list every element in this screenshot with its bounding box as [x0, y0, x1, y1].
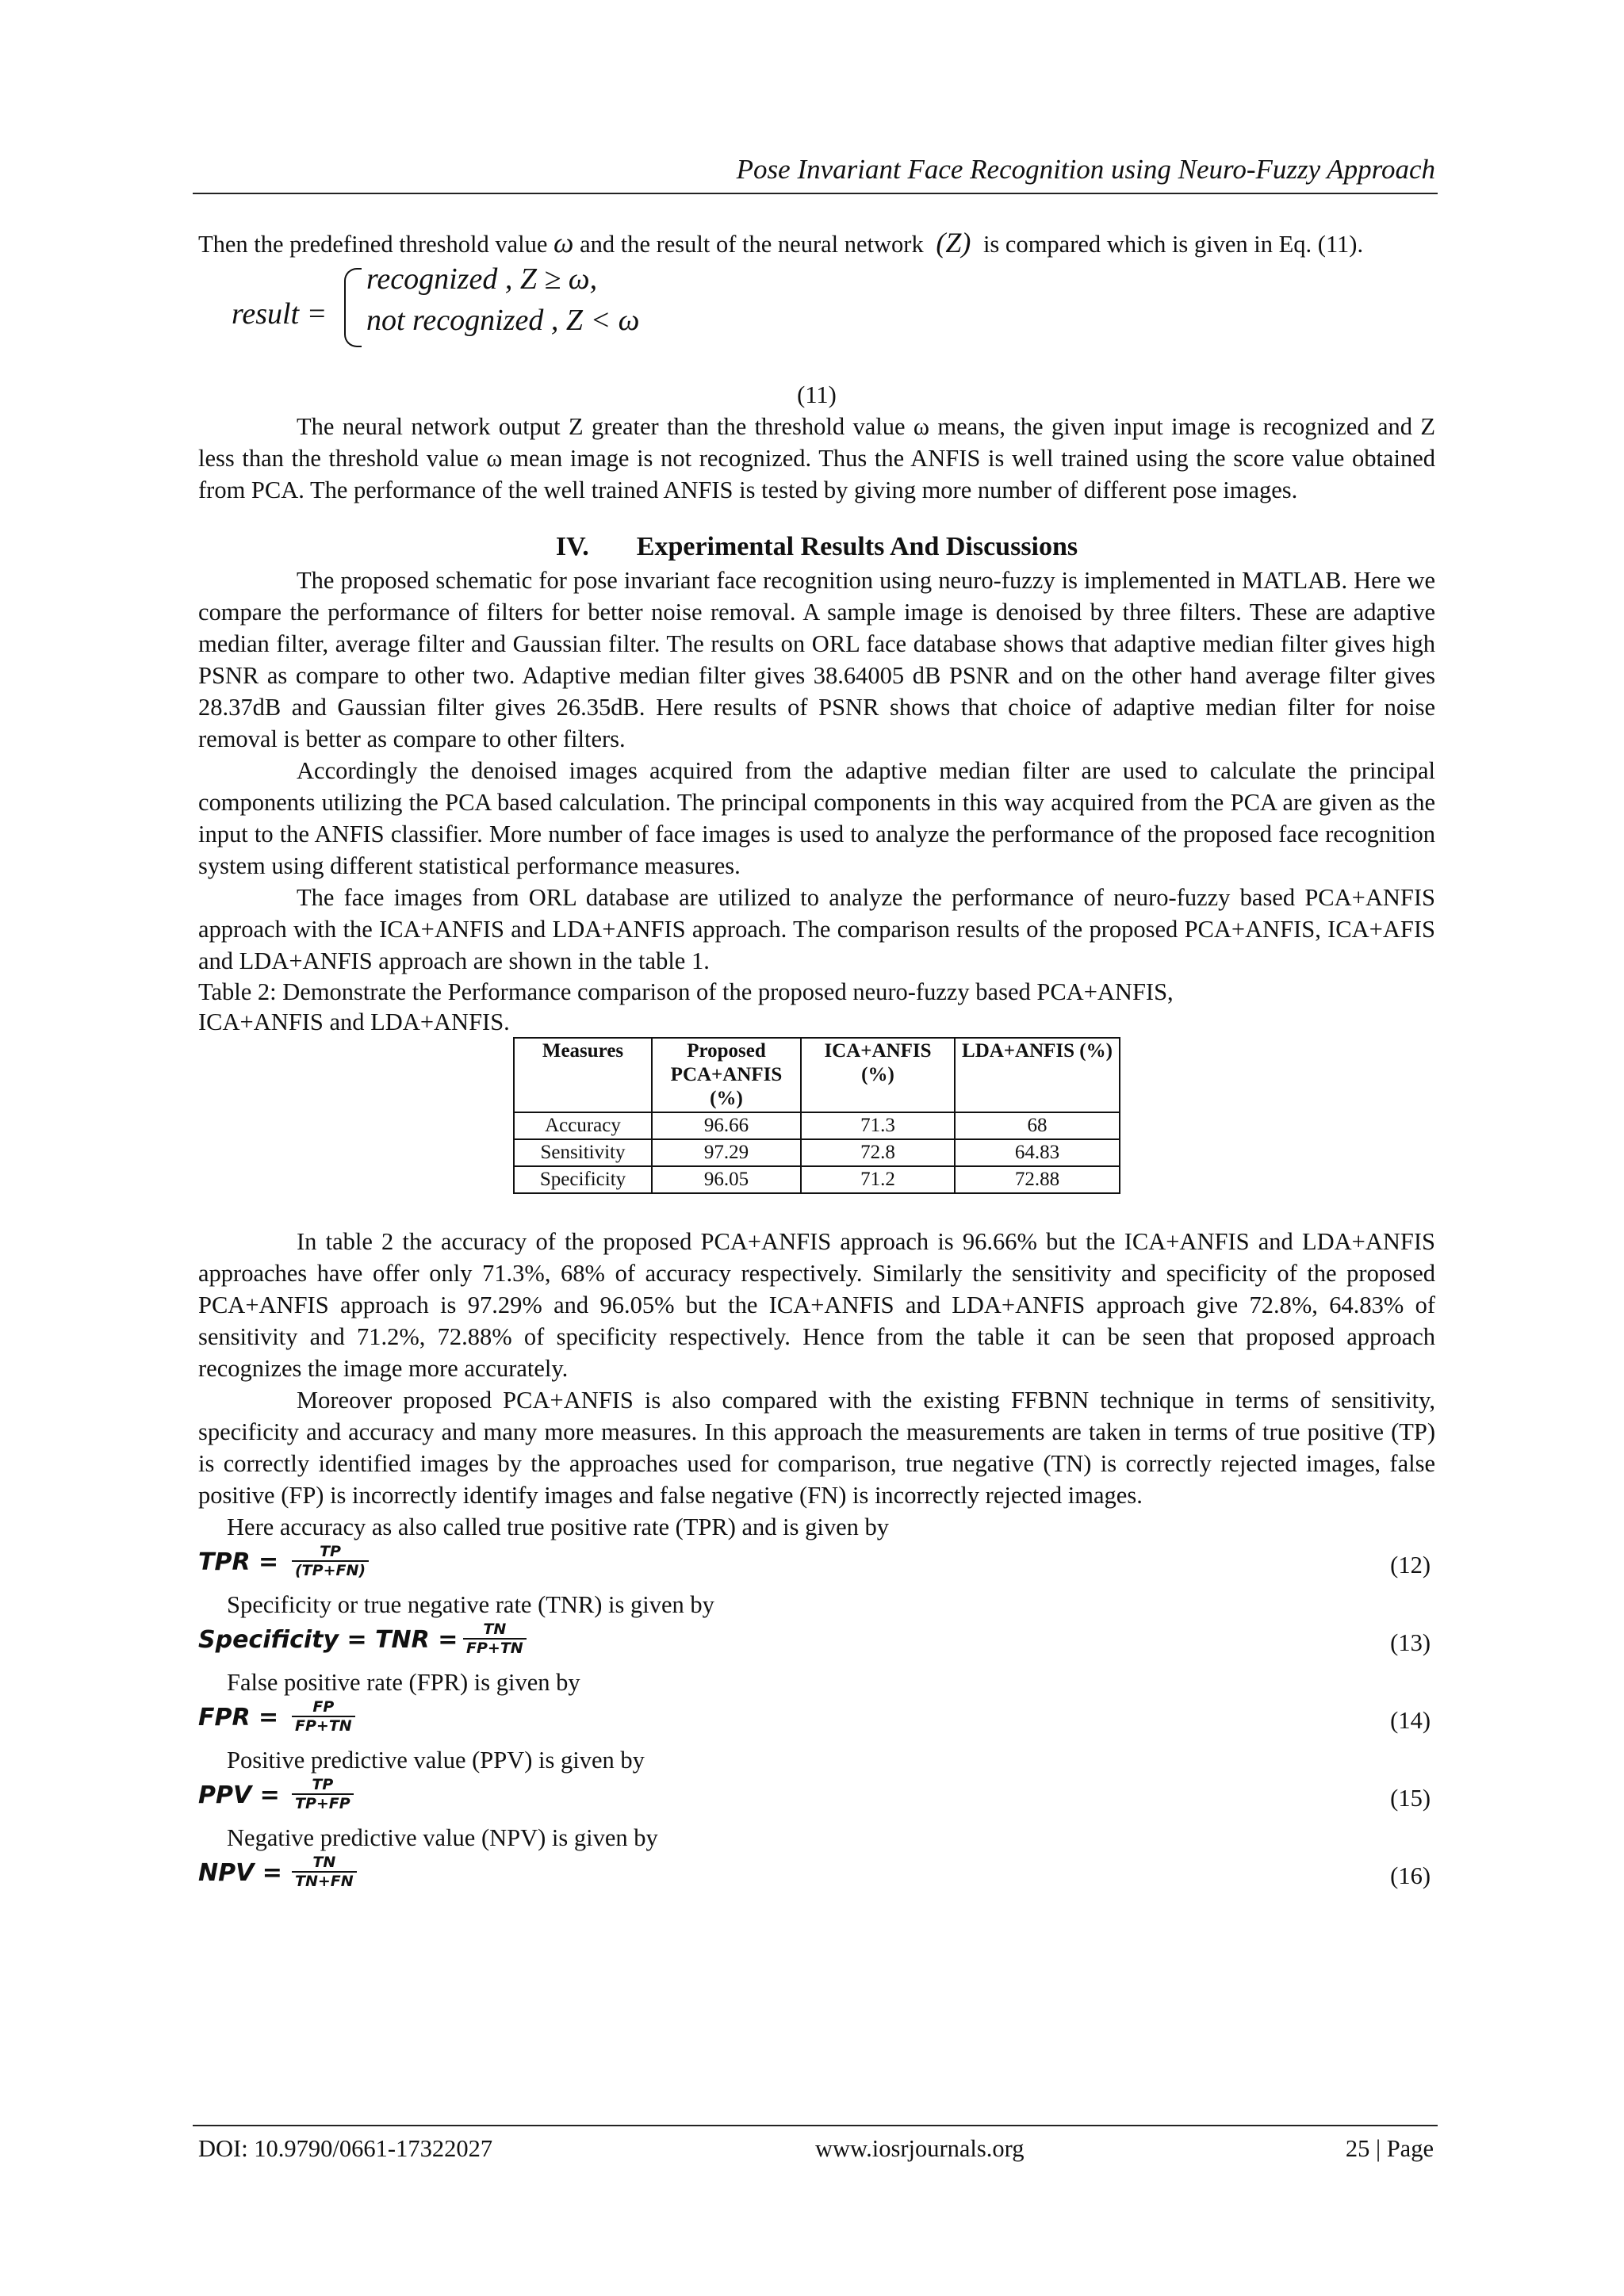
formula-numerator: TP [312, 1776, 334, 1793]
formula-intro: Negative predictive value (NPV) is given by [227, 1824, 658, 1851]
table-row [514, 1112, 1120, 1139]
formula-numerator: TN [483, 1621, 507, 1638]
table-caption-line2: ICA+ANFIS and LDA+ANFIS. [198, 1008, 510, 1035]
formula-tpr [198, 1543, 1435, 1589]
table-cell: 71.3 [801, 1112, 955, 1139]
formula-denominator: FP+TN [466, 1640, 523, 1657]
formula-lhs: Specificity = TNR = [198, 1626, 458, 1654]
table-cell: Specificity [514, 1166, 652, 1193]
formula-fraction [463, 1621, 527, 1657]
formula-lhs: NPV = [198, 1859, 282, 1887]
header-pca-anfis: Proposed PCA+ANFIS (%) [652, 1038, 801, 1112]
section-title: Experimental Results And Discussions [636, 532, 1078, 561]
omega-symbol: ω [553, 227, 574, 258]
intro-tail: is compared which is given in Eq. (11). [982, 231, 1364, 258]
formula-fraction [292, 1698, 355, 1735]
formula-ppv [198, 1776, 1435, 1822]
intro-mid: and the result of the neural network [580, 231, 924, 258]
formula-intro: Specificity or true negative rate (TNR) is given by [227, 1591, 714, 1618]
table-cell: Accuracy [514, 1112, 652, 1139]
table-cell: 72.8 [801, 1139, 955, 1166]
formula-denominator: FP+TN [295, 1717, 352, 1735]
equation-number: (16) [1390, 1862, 1431, 1889]
table-header-row [514, 1038, 1120, 1112]
paragraph-ffbnn: Moreover proposed PCA+ANFIS is also compared with the existing FFBNN technique in terms of sensitivity, specificity and accuracy and many more measures. In this approach the measurements are taken in terms of true positive (TP) is correctly identified images by the approaches used for comparison, true negative (TN) is correctly rejected images, false positive (FP) is incorrectly identify images and false negative (FN) is incorrectly rejected images. [198, 1387, 1435, 1509]
formula-denominator: TN+FN [295, 1873, 354, 1890]
equation-number: (14) [1390, 1707, 1431, 1734]
equation-lhs: result = [232, 297, 327, 331]
table-cell: 71.2 [801, 1166, 955, 1193]
running-header: Pose Invariant Face Recognition using Neuro-Fuzzy Approach [736, 154, 1435, 185]
table-caption [198, 977, 1435, 1037]
equation-11 [198, 260, 1435, 379]
equation-number: (13) [1390, 1629, 1431, 1656]
formula-fraction [292, 1543, 369, 1579]
header-ica-anfis: ICA+ANFIS (%) [801, 1038, 955, 1112]
formula-intro: Positive predictive value (PPV) is given by [227, 1747, 645, 1774]
table-cell: 64.83 [955, 1139, 1120, 1166]
paragraph-orl: The face images from ORL database are utilized to analyze the performance of neuro-fuzzy based PCA+ANFIS approach with the ICA+ANFIS and LDA+ANFIS approach. The comparison results of the proposed PCA+ANFIS, ICA+AFIS and LDA+ANFIS approach are shown in the table 1. [198, 884, 1435, 974]
header-rule [193, 193, 1438, 194]
table-cell: 72.88 [955, 1166, 1120, 1193]
formula-numerator: TN [312, 1854, 336, 1871]
table-cell: 97.29 [652, 1139, 801, 1166]
equation-number: (15) [1390, 1785, 1431, 1812]
paragraph-anfis: The neural network output Z greater than the threshold value ω means, the given input image is recognized and Z less than the threshold value ω mean image is not recognized. Thus the ANFIS is well trained using the score value obtained from PCA. The performance of the well trained ANFIS is tested by giving more number of different pose images. [198, 413, 1435, 503]
equation-case-not-recognized: not recognized , Z < ω [366, 304, 640, 337]
section-heading [198, 530, 1435, 564]
formula-intro: False positive rate (FPR) is given by [227, 1669, 580, 1696]
formula-intro: Here accuracy as also called true positive rate (TPR) and is given by [227, 1513, 890, 1540]
formula-lhs: FPR = [198, 1704, 279, 1732]
equation-case-recognized: recognized , Z ≥ ω, [366, 262, 598, 296]
paragraph-filters: The proposed schematic for pose invariant face recognition using neuro-fuzzy is implemented in MATLAB. Here we compare the performance of filters for better noise removal. A sample image is denoised by three filters. These are adaptive median filter, average filter and Gaussian filter. The results on ORL face database shows that adaptive median filter gives high PSNR as compare to other two. Adaptive median filter gives 38.64005 dB PSNR and on the other hand average filter gives 28.37dB and Gaussian filter gives 26.35dB. Here results of PSNR shows that choice of adaptive median filter for noise removal is better as compare to other filters. [198, 567, 1435, 752]
formula-numerator: FP [312, 1698, 335, 1716]
section-number: IV. [555, 532, 589, 561]
formula-denominator: (TP+FN) [295, 1562, 366, 1579]
formula-lhs: PPV = [198, 1781, 280, 1809]
table-row [514, 1139, 1120, 1166]
footer-website: www.iosrjournals.org [815, 2135, 1025, 2162]
table-cell: 96.66 [652, 1112, 801, 1139]
formula-npv [198, 1854, 1435, 1900]
table-row [514, 1166, 1120, 1193]
footer-doi: DOI: 10.9790/0661-17322027 [198, 2135, 493, 2162]
footer-page-number: 25 | Page [1345, 2135, 1434, 2162]
formula-specificity [198, 1621, 1435, 1667]
curly-brace [344, 268, 362, 347]
table-cell: Sensitivity [514, 1139, 652, 1166]
header-lda-anfis: LDA+ANFIS (%) [955, 1038, 1120, 1112]
table-cell: 96.05 [652, 1166, 801, 1193]
table-caption-line1: Table 2: Demonstrate the Performance comparison of the proposed neuro-fuzzy based PCA+ANFIS, [198, 978, 1174, 1005]
footer-rule [193, 2125, 1438, 2126]
intro-lead: Then the predefined threshold value [198, 231, 548, 258]
formula-fpr [198, 1698, 1435, 1744]
paragraph-pca: Accordingly the denoised images acquired from the adaptive median filter are used to calculate the principal components utilizing the PCA based calculation. The principal components in this way acquired from the PCA are given as the input to the ANFIS classifier. More number of face images is used to analyze the performance of the proposed face recognition system using different statistical performance measures. [198, 757, 1435, 879]
intro-paragraph [198, 227, 1435, 260]
formula-fraction [292, 1854, 357, 1890]
equation-number-11: (11) [797, 381, 837, 408]
header-measures: Measures [514, 1038, 652, 1112]
formula-fraction [292, 1776, 354, 1812]
z-symbol: (Z) [936, 227, 971, 258]
table-cell: 68 [955, 1112, 1120, 1139]
performance-table [513, 1037, 1120, 1194]
formula-denominator: TP+FP [295, 1795, 350, 1812]
page-body [198, 227, 1435, 1900]
formula-numerator: TP [320, 1543, 341, 1560]
equation-number: (12) [1390, 1552, 1431, 1578]
paragraph-table2: In table 2 the accuracy of the proposed PCA+ANFIS approach is 96.66% but the ICA+ANFIS and LDA+ANFIS approaches have offer only 71.3%, 68% of accuracy respectively. Similarly the sensitivity and specificity of the proposed PCA+ANFIS approach is 97.29% and 96.05% but the ICA+ANFIS and LDA+ANFIS approach give 72.8%, 64.83% of sensitivity and 71.2%, 72.88% of specificity respectively. Hence from the table it can be seen that proposed approach recognizes the image more accurately. [198, 1228, 1435, 1382]
formula-lhs: TPR = [198, 1548, 279, 1576]
